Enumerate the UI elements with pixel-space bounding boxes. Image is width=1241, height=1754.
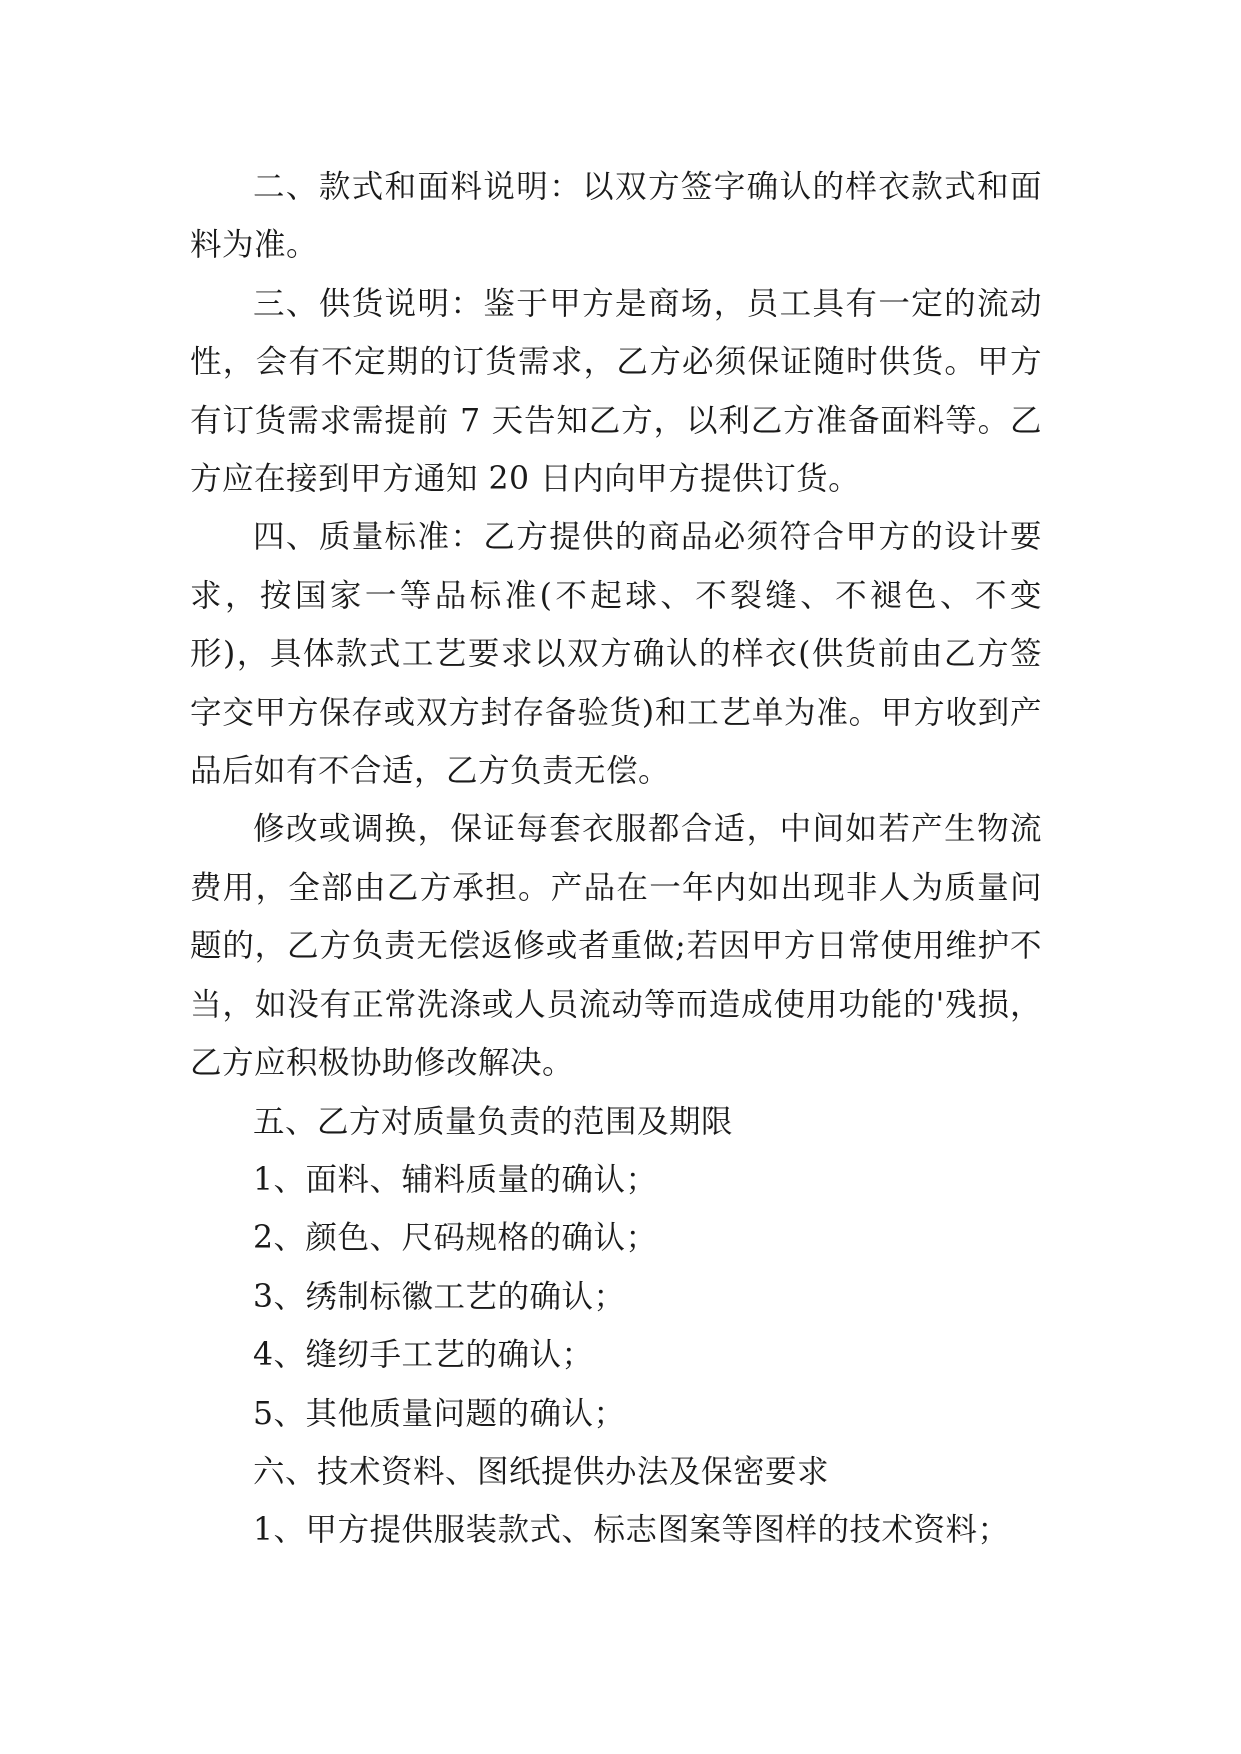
list-item-technical-data: 1、甲方提供服装款式、标志图案等图样的技术资料； <box>253 1512 1010 1549</box>
paragraph-modification: 修改或调换，保证每套衣服都合适，中间如若产生物流费用，全部由乙方承担。产品在一年内如出现非人为质量问题的，乙方负责无偿返修或者重做;若因甲方日常使用维护不当，如没有正常洗涤或人员流动等而造成使用功能的'残损，乙方应积极协助修改解决。 <box>190 811 1042 1082</box>
list-item-sewing-confirmation: 4、缝纫手工艺的确认； <box>253 1337 594 1374</box>
paragraph-style-fabric: 二、款式和面料说明：以双方签字确认的样衣款式和面料为准。 <box>190 169 1042 264</box>
list-item-other-quality-confirmation: 5、其他质量问题的确认； <box>253 1395 626 1432</box>
paragraph-quality-scope-heading: 五、乙方对质量负责的范围及期限 <box>253 1103 734 1140</box>
list-item-embroidery-confirmation: 3、绣制标徽工艺的确认； <box>253 1278 626 1315</box>
list-item-color-size-confirmation: 2、颜色、尺码规格的确认； <box>253 1220 658 1257</box>
paragraph-supply: 三、供货说明：鉴于甲方是商场，员工具有一定的流动性，会有不定期的订货需求，乙方必须保证随时供货。甲方有订货需求需提前 7 天告知乙方，以利乙方准备面料等。乙方应在接到甲方通知 20 日内向甲方提供订货。 <box>190 285 1042 498</box>
paragraph-quality-standard: 四、质量标准：乙方提供的商品必须符合甲方的设计要求，按国家一等品标准(不起球、不裂缝、不褪色、不变形)，具体款式工艺要求以双方确认的样衣(供货前由乙方签字交甲方保存或双方封存备验货)和工艺单为准。甲方收到产品后如有不合适，乙方负责无偿。 <box>190 519 1042 790</box>
document-body <box>190 158 1042 1560</box>
list-item-fabric-confirmation: 1、面料、辅料质量的确认； <box>253 1161 658 1198</box>
paragraph-technical-data-heading: 六、技术资料、图纸提供办法及保密要求 <box>253 1453 830 1490</box>
